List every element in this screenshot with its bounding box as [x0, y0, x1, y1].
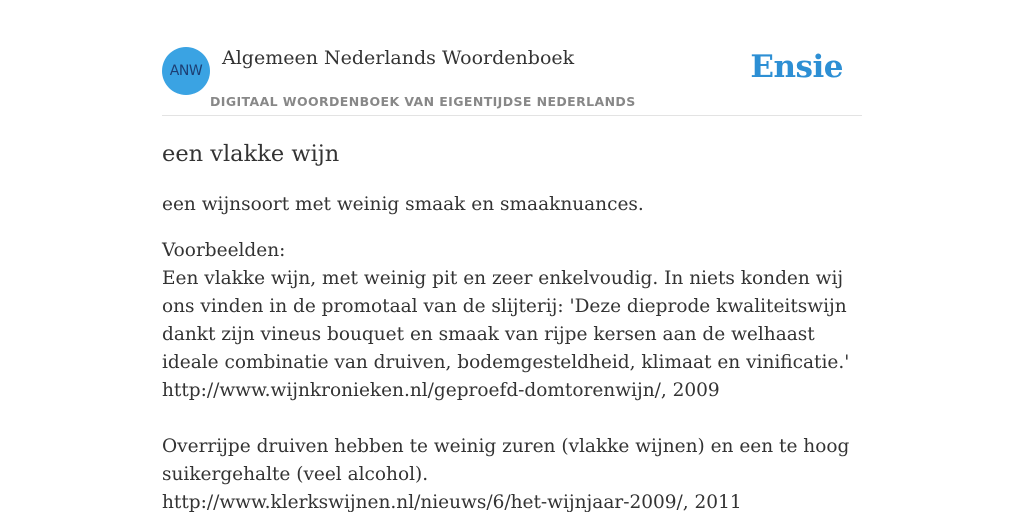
site-subtitle: DIGITAAL WOORDENBOEK VAN EIGENTIJDSE NEDERLANDS: [210, 94, 636, 109]
example-source-year: , 2011: [682, 492, 742, 512]
entry-content: [162, 137, 862, 512]
example-text: Een vlakke wijn, met weinig pit en zeer enkelvoudig. In niets konden wij ons vinden in de promotaal van de slijterij: 'Deze dieprode kwaliteitswijn dankt zijn vineus bouquet en smaak van rijpe kersen aan de welhaast ideale combinatie van druiven, bodemgesteldheid, klimaat en vinificatie.': [162, 268, 850, 373]
anw-logo[interactable]: ANW: [162, 47, 210, 95]
example-source: [162, 377, 862, 405]
example-text: Overrijpe druiven hebben te weinig zuren (vlakke wijnen) en een te hoog suikergehalte (veel alcohol).: [162, 436, 850, 485]
example-source-link[interactable]: http://www.klerkswijnen.nl/nieuws/6/het-wijnjaar-2009/: [162, 492, 683, 512]
ensie-brand-link[interactable]: Ensie: [750, 49, 843, 85]
entry-definition: een wijnsoort met weinig smaak en smaaknuances.: [162, 194, 644, 215]
examples-section: [162, 237, 862, 512]
example-item: [162, 433, 862, 512]
example-source-link[interactable]: http://www.wijnkronieken.nl/geproefd-domtorenwijn/: [162, 380, 661, 401]
example-source: [162, 489, 862, 512]
examples-label: Voorbeelden:: [162, 240, 286, 261]
example-source-year: , 2009: [660, 380, 720, 401]
entry-term: een vlakke wijn: [162, 141, 340, 167]
site-header: [162, 46, 862, 116]
example-item: [162, 265, 862, 405]
site-title[interactable]: Algemeen Nederlands Woordenboek: [222, 47, 575, 69]
